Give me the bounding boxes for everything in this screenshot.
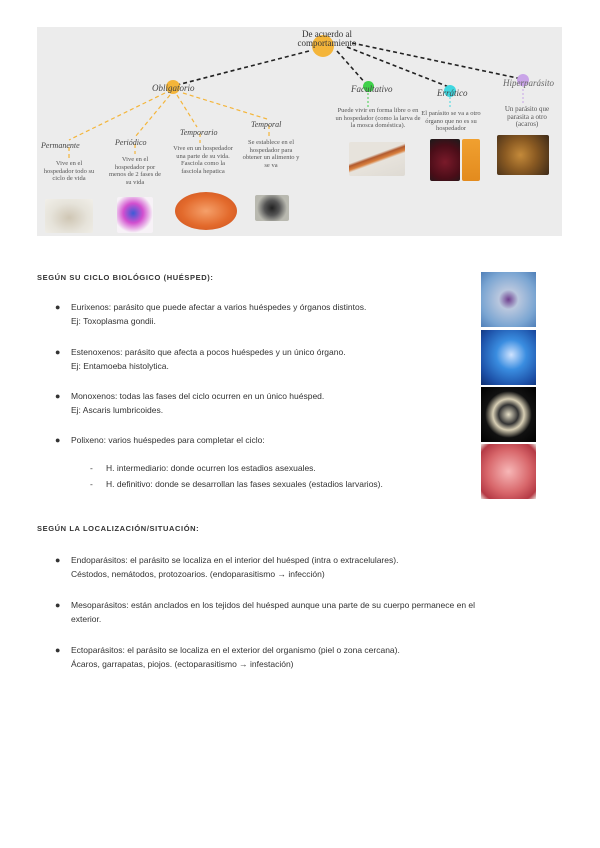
worm-image xyxy=(462,139,480,181)
bullet: ● xyxy=(55,600,61,610)
sub-periodico-desc: Vive en el hospedador por menos de 2 fases de su vida xyxy=(109,156,161,186)
temporario-image xyxy=(175,192,237,230)
mite-image xyxy=(497,135,549,175)
dash: - xyxy=(90,463,93,473)
organ-image xyxy=(430,139,460,181)
item-line1: Endoparásitos: el parásito se localiza en el interior del huésped (intra o extracelulares). xyxy=(71,555,399,565)
sub-item-text: H. intermediario: donde ocurren los estadios asexuales. xyxy=(106,463,316,473)
item-line2: Ej: Ascaris lumbricoides. xyxy=(71,405,164,415)
toxoplasma-image xyxy=(481,272,536,327)
section-localizacion-title: SEGÚN LA LOCALIZACIÓN/SITUACIÓN: xyxy=(37,524,200,533)
branch-obligatorio: Obligatorio xyxy=(152,83,195,93)
permanente-image xyxy=(45,199,93,233)
bullet: ● xyxy=(55,347,61,357)
sub-permanente-desc: Vive en el hospedador todo su ciclo de vida xyxy=(43,160,95,182)
sub-temporal-label: Temporal xyxy=(251,120,282,129)
erratico-desc: El parásito se va a otro órgano que no es su hospedador xyxy=(421,110,481,132)
sub-temporal-desc: Se establece en el hospedador para obtener un alimento y se va xyxy=(242,139,300,169)
entamoeba-image xyxy=(481,330,536,385)
concept-map-connectors xyxy=(37,27,562,236)
bullet: ● xyxy=(55,555,61,565)
item-line2: exterior. xyxy=(71,614,102,624)
item-line2: Céstodos, nemátodos, protozoarios. (endoparasitismo → infección) xyxy=(71,569,325,579)
sub-temporario-label: Temporario xyxy=(180,128,218,137)
item-line1: Polixeno: varios huéspedes para completar el ciclo: xyxy=(71,435,265,445)
periodico-image xyxy=(117,197,153,233)
sub-periodico-label: Periódico xyxy=(115,138,147,147)
branch-facultativo: Facultativo xyxy=(351,84,393,94)
branch-hiperparasito: Hiperparásito xyxy=(503,78,555,88)
sub-temporario-desc: Vive en un hospedador una parte de su vida. Fasciola como la fasciola hepatica xyxy=(173,145,233,175)
bullet: ● xyxy=(55,435,61,445)
sub-permanente-label: Permanente xyxy=(41,141,80,150)
section-ciclo-title: SEGÚN SU CICLO BIOLÓGICO (HUÉSPED): xyxy=(37,273,214,282)
larva-image xyxy=(349,142,405,176)
concept-map-figure xyxy=(37,27,562,236)
bullet: ● xyxy=(55,645,61,655)
item-line2: Ácaros, garrapatas, piojos. (ectoparasitismo → infestación) xyxy=(71,659,294,669)
ascaris-image xyxy=(481,387,536,442)
item-line1: Monoxenos: todas las fases del ciclo ocurren en un único huésped. xyxy=(71,391,325,401)
sub-item-text: H. definitivo: donde se desarrollan las fases sexuales (estadios larvarios). xyxy=(106,479,383,489)
branch-erratico: Errático xyxy=(437,88,468,98)
dash: - xyxy=(90,479,93,489)
root-node-label: De acuerdo al comportamiento xyxy=(297,29,357,48)
hiperparasito-desc: Un parásito que parasita a otro (acaros) xyxy=(504,105,550,128)
polixeno-image xyxy=(481,444,536,499)
temporal-image xyxy=(255,195,289,221)
item-line2: Ej: Toxoplasma gondii. xyxy=(71,316,156,326)
item-line1: Eurixenos: parásito que puede afectar a varios huéspedes y órganos distintos. xyxy=(71,302,367,312)
facultativo-desc: Puede vivir en forma libre o en un hospedador (como la larva de la mosca doméstica). xyxy=(335,107,421,129)
bullet: ● xyxy=(55,391,61,401)
item-line1: Estenoxenos: parásito que afecta a pocos huéspedes y un único órgano. xyxy=(71,347,346,357)
item-line2: Ej: Entamoeba histolytica. xyxy=(71,361,169,371)
item-line1: Ectoparásitos: el parásito se localiza en el exterior del organismo (piel o zona cercana). xyxy=(71,645,400,655)
bullet: ● xyxy=(55,302,61,312)
item-line1: Mesoparásitos: están anclados en los tejidos del huésped aunque una parte de su cuerpo permanece en el xyxy=(71,600,476,610)
